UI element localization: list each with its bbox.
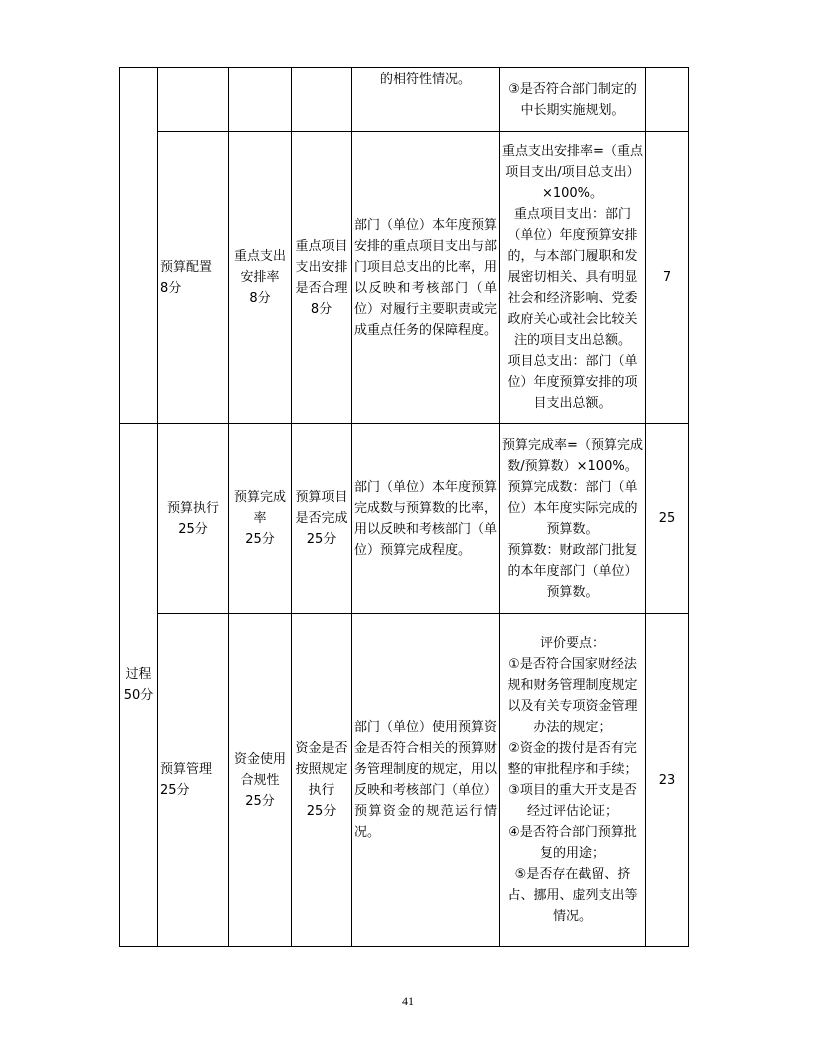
indicator-cell: 资金是否按照规定执行 25分 [292,614,352,947]
table-row [120,68,689,132]
level2-cell-empty [158,68,229,132]
score-cell: 25 [646,424,689,614]
table-row [120,614,689,947]
page-number: 41 [402,994,414,1008]
level2-cell: 预算执行 25分 [158,424,229,614]
level3-cell-empty [229,68,292,132]
description-cell: 重点支出安排率=（重点项目支出/项目总支出）×100%。 重点项目支出：部门（单位）年度预算安排的，与本部门履职和发展密切相关、具有明显社会和经济影响、党委政府关心或社会比较关注的项目支出总额。 项目总支出：部门（单位）年度预算安排的项目支出总额。 [500,132,646,424]
indicator-cell-empty [292,68,352,132]
description-cell: ③是否符合部门制定的中长期实施规划。 [500,68,646,132]
criteria-cell: 部门（单位）本年度预算安排的重点项目支出与部门项目总支出的比率，用以反映和考核部门（单位）对履行主要职责或完成重点任务的保障程度。 [352,132,500,424]
score-cell [646,68,689,132]
indicator-cell: 重点项目支出安排是否合理 8分 [292,132,352,424]
description-cell: 评价要点： ①是否符合国家财经法规和财务管理制度规定以及有关专项资金管理办法的规定； ②资金的拨付是否有完整的审批程序和手续； ③项目的重大开支是否经过评估论证； ④是否符合部门预算批复的用途； ⑤是否存在截留、挤占、挪用、虚列支出等情况。 [500,614,646,947]
table-row [120,132,689,424]
level3-cell: 预算完成率 25分 [229,424,292,614]
criteria-cell: 部门（单位）使用预算资金是否符合相关的预算财务管理制度的规定，用以反映和考核部门（单位）预算资金的规范运行情况。 [352,614,500,947]
indicator-cell: 预算项目是否完成 25分 [292,424,352,614]
evaluation-table [119,67,689,947]
criteria-cell: 部门（单位）本年度预算完成数与预算数的比率，用以反映和考核部门（单位）预算完成程度。 [352,424,500,614]
criteria-cell: 的相符性情况。 [352,68,500,132]
description-cell: 预算完成率=（预算完成数/预算数）×100%。 预算完成数：部门（单位）本年度实际完成的预算数。 预算数：财政部门批复的本年度部门（单位）预算数。 [500,424,646,614]
score-cell: 7 [646,132,689,424]
table-row [120,424,689,614]
level1-cell-empty [120,68,158,424]
level2-cell: 预算配置 8分 [158,132,229,424]
level1-cell: 过程 50分 [120,424,158,947]
level3-cell: 重点支出安排率 8分 [229,132,292,424]
level2-cell: 预算管理 25分 [158,614,229,947]
score-cell: 23 [646,614,689,947]
level3-cell: 资金使用合规性 25分 [229,614,292,947]
